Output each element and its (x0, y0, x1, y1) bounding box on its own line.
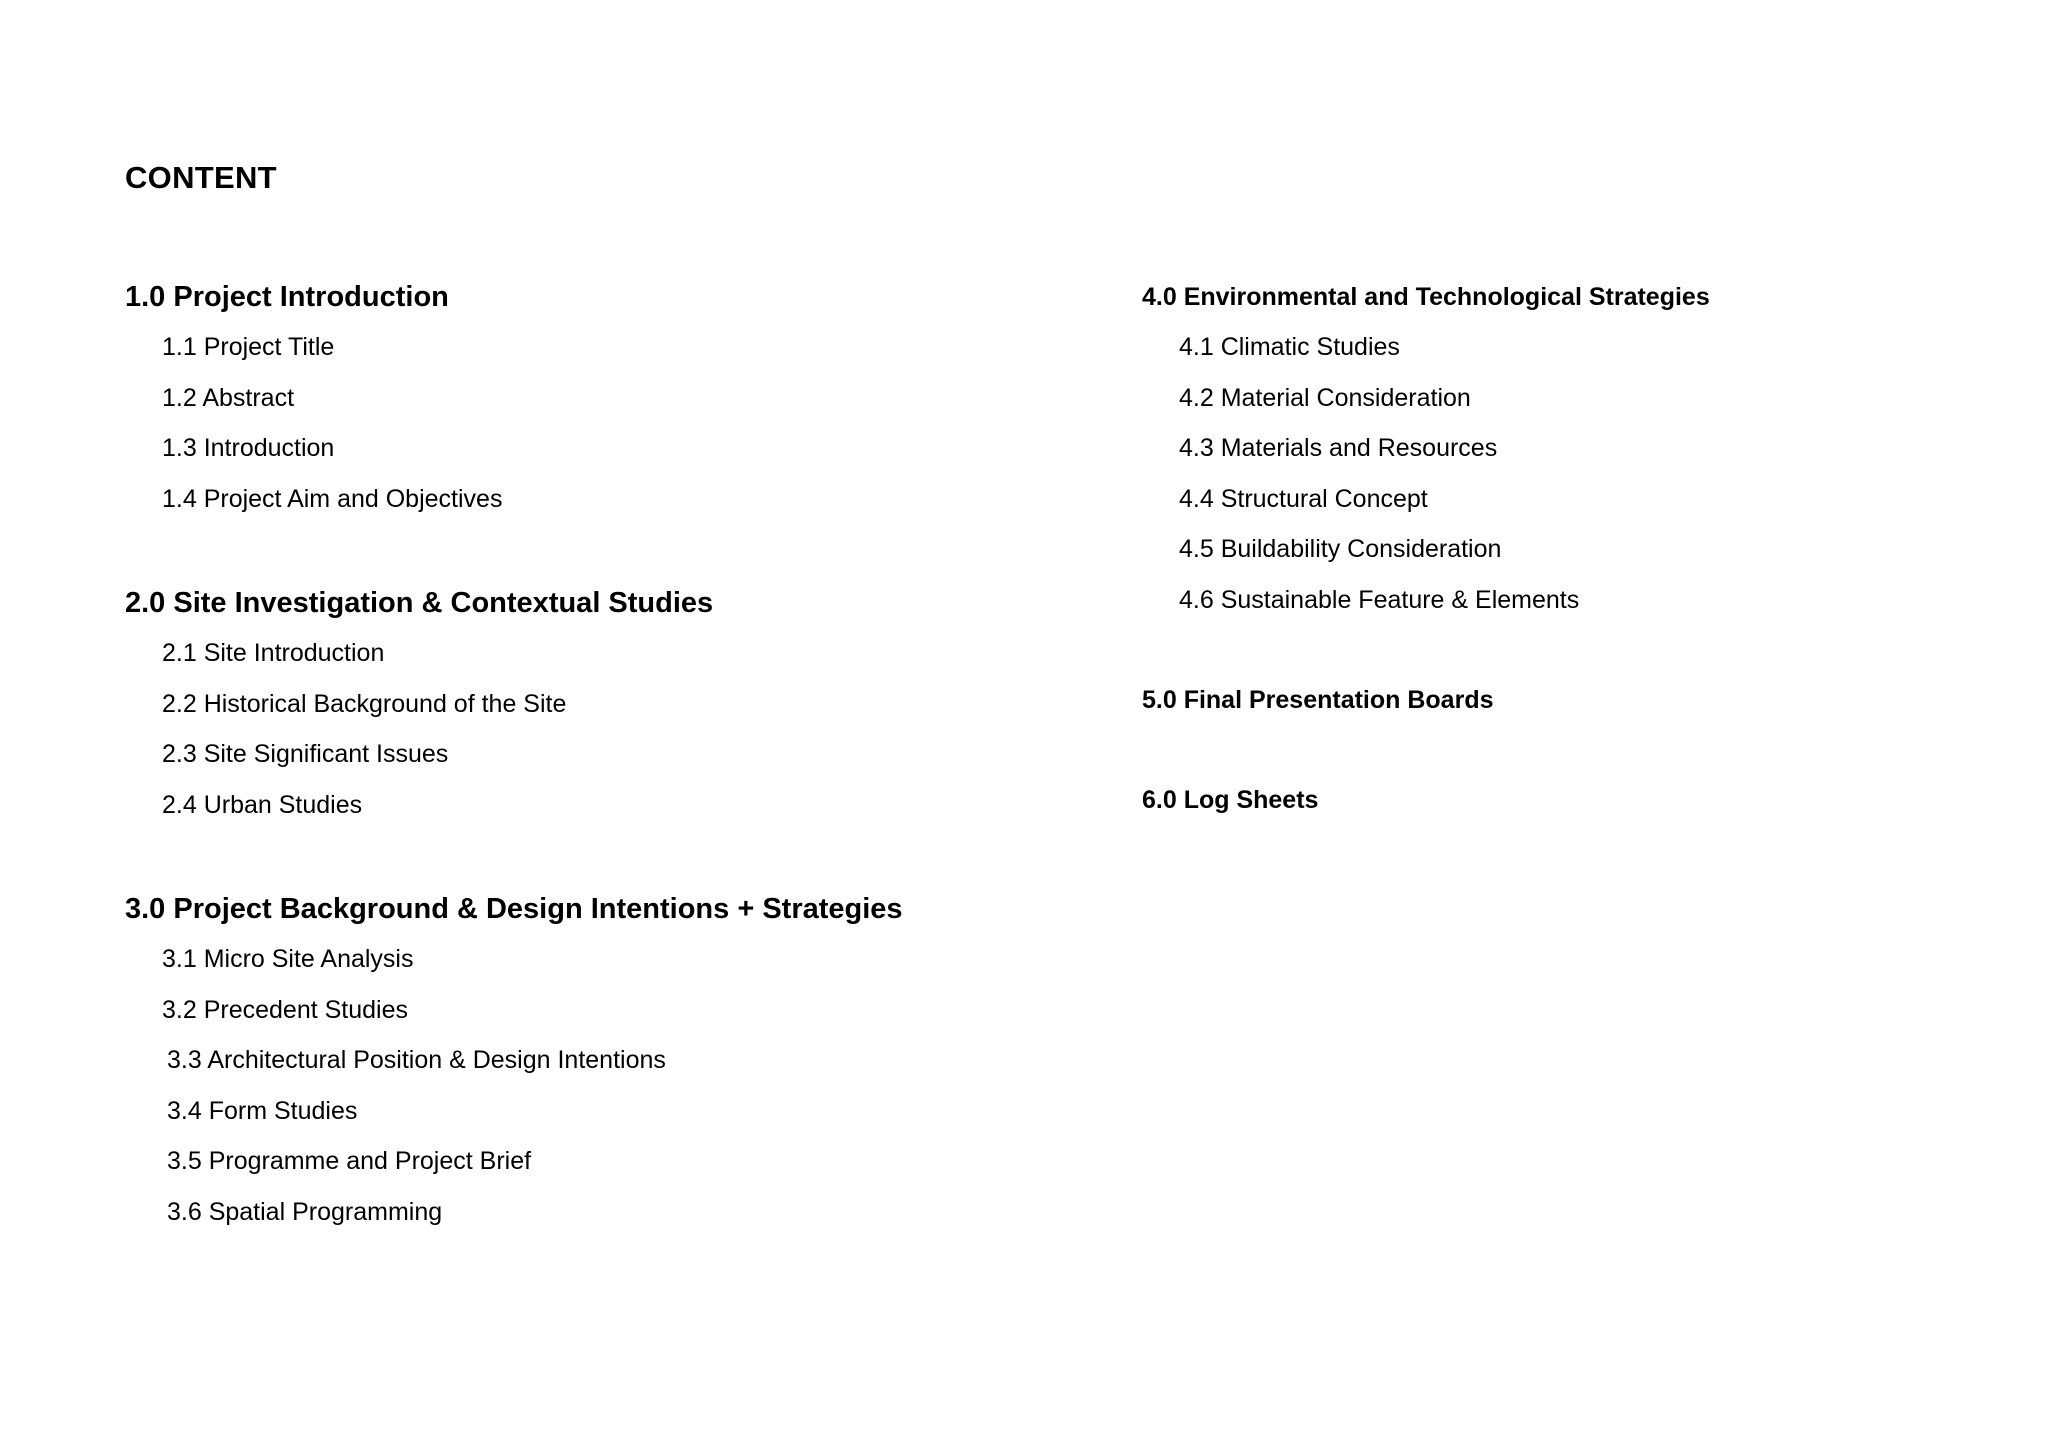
toc-item: 4.6 Sustainable Feature & Elements (1179, 585, 1580, 614)
section-heading: 1.0 Project Introduction (125, 281, 449, 313)
section-spacer (1142, 725, 2002, 775)
toc-item: 1.4 Project Aim and Objectives (162, 484, 503, 513)
toc-item: 1.3 Introduction (162, 434, 335, 462)
toc-section-3 (125, 884, 1085, 1237)
page-title: CONTENT (125, 160, 277, 195)
toc-item: 4.4 Structural Concept (1179, 484, 1428, 513)
toc-item: 4.3 Materials and Resources (1179, 434, 1498, 462)
section-items (1142, 322, 2002, 625)
section-items (125, 322, 1085, 524)
section-heading: 6.0 Log Sheets (1142, 786, 1319, 814)
section-items (125, 934, 1085, 1237)
section-spacer (1142, 625, 2002, 675)
section-heading: 3.0 Project Background & Design Intentions + Strategies (125, 893, 903, 925)
section-heading: 4.0 Environmental and Technological Strategies (1142, 283, 1710, 311)
toc-item: 3.5 Programme and Project Brief (167, 1147, 532, 1175)
toc-item: 2.4 Urban Studies (162, 790, 363, 819)
toc-section-6 (1142, 775, 2002, 825)
toc-item: 1.2 Abstract (162, 383, 295, 412)
toc-item: 4.5 Buildability Consideration (1179, 535, 1502, 563)
toc-item: 3.3 Architectural Position & Design Intentions (167, 1046, 666, 1074)
toc-right-column (1142, 272, 2002, 825)
section-spacer (125, 524, 1085, 578)
toc-item: 2.3 Site Significant Issues (162, 740, 449, 768)
toc-item: 3.6 Spatial Programming (167, 1197, 443, 1226)
toc-item: 1.1 Project Title (162, 333, 335, 361)
toc-section-4 (1142, 272, 2002, 625)
toc-item: 2.1 Site Introduction (162, 639, 385, 667)
toc-section-5 (1142, 675, 2002, 725)
section-heading: 2.0 Site Investigation & Contextual Studies (125, 587, 714, 619)
toc-left-column (125, 272, 1085, 1237)
toc-item: 4.2 Material Consideration (1179, 383, 1471, 412)
section-items (125, 628, 1085, 830)
section-heading: 5.0 Final Presentation Boards (1142, 686, 1494, 714)
section-spacer (125, 830, 1085, 884)
toc-item: 3.4 Form Studies (167, 1096, 358, 1125)
toc-item: 3.1 Micro Site Analysis (162, 945, 414, 973)
toc-section-1 (125, 272, 1085, 524)
toc-section-2 (125, 578, 1085, 830)
toc-item: 2.2 Historical Background of the Site (162, 689, 567, 718)
toc-item: 3.2 Precedent Studies (162, 995, 408, 1024)
toc-item: 4.1 Climatic Studies (1179, 333, 1400, 361)
